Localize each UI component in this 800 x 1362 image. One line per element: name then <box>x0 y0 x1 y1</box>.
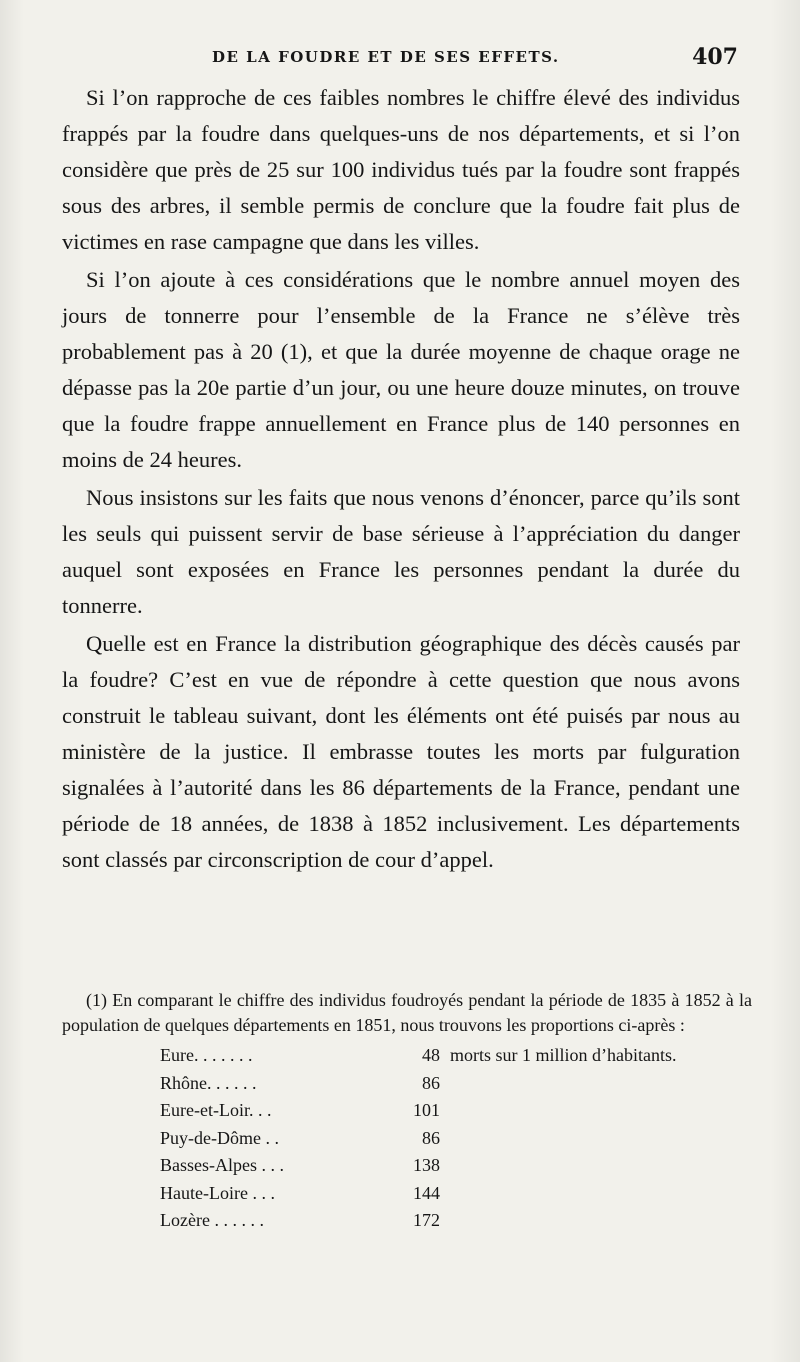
department-name: Eure. . . . . . . <box>160 1045 253 1065</box>
department-name: Haute-Loire . . . <box>160 1182 275 1203</box>
deaths-value: 144 <box>413 1182 440 1203</box>
department-name: Lozère . . . . . . <box>160 1210 264 1230</box>
table-row <box>160 1045 752 1073</box>
page-number: 407 <box>692 44 738 70</box>
table-row <box>160 1210 752 1238</box>
table-row <box>160 1155 752 1183</box>
deaths-value: 138 <box>413 1155 440 1175</box>
page-header <box>62 44 738 74</box>
paragraph: Si l’on ajoute à ces considérations que le nombre annuel moyen des jours de tonnerre pour l’ensemble de la France ne s’élève très probablement pas à 20 (1), et que la durée moyenne de chaque orage ne dépasse pas la 20e partie d’un jour, ou une heure douze minutes, on trouve que la foudre frappe annuellement en France plus de 140 personnes en moins de 24 heures. <box>62 267 740 472</box>
deaths-value: 86 <box>422 1127 440 1148</box>
deaths-value: 86 <box>422 1072 440 1093</box>
paragraph: Nous insistons sur les faits que nous venons d’énoncer, parce qu’ils sont les seuls qui puissent servir de base sérieuse à l’appréciation du danger auquel sont exposées en France les personnes pendant la durée du tonnerre. <box>62 485 740 618</box>
deaths-value: 172 <box>413 1210 440 1230</box>
paragraph: Quelle est en France la distribution géographique des décès causés par la foudre? C’est en vue de répondre à cette question que nous avons construit le tableau suivant, dont les éléments ont été puisés par nous au ministère de la justice. Il embrasse toutes les morts par fulguration signalées à l’autorité dans les 86 départements de la France, pendant une période de 18 années, de 1838 à 1852 inclusivement. Les départements sont classés par circonscription de cour d’appel. <box>62 631 740 872</box>
department-name: Rhône. . . . . . <box>160 1072 257 1093</box>
table-row <box>160 1128 752 1156</box>
body-text <box>62 80 740 880</box>
footnote <box>62 988 752 1238</box>
deaths-value: 48 <box>422 1045 440 1065</box>
table-row <box>160 1183 752 1211</box>
footnote-table <box>160 1045 752 1238</box>
table-row <box>160 1100 752 1128</box>
department-name: Basses-Alpes . . . <box>160 1155 284 1175</box>
running-title: DE LA FOUDRE ET DE SES EFFETS. <box>212 48 560 66</box>
table-row <box>160 1073 752 1101</box>
department-name: Eure-et-Loir. . . <box>160 1100 272 1120</box>
department-name: Puy-de-Dôme . . <box>160 1127 279 1148</box>
unit-label: morts sur 1 million d’habitants. <box>450 1045 677 1065</box>
deaths-value: 101 <box>413 1100 440 1120</box>
paragraph: Si l’on rapproche de ces faibles nombres le chiffre élevé des individus frappés par la foudre dans quelques-uns de nos départements, et si l’on considère que près de 25 sur 100 individus tués par la foudre sont frappés sous des arbres, il semble permis de conclure que la foudre fait plus de victimes en rase campagne que dans les villes. <box>62 85 740 254</box>
footnote-intro: (1) En comparant le chiffre des individus foudroyés pendant la période de 1835 à 1852 à la population de quelques départements en 1851, nous trouvons les proportions ci-après : <box>62 990 752 1035</box>
